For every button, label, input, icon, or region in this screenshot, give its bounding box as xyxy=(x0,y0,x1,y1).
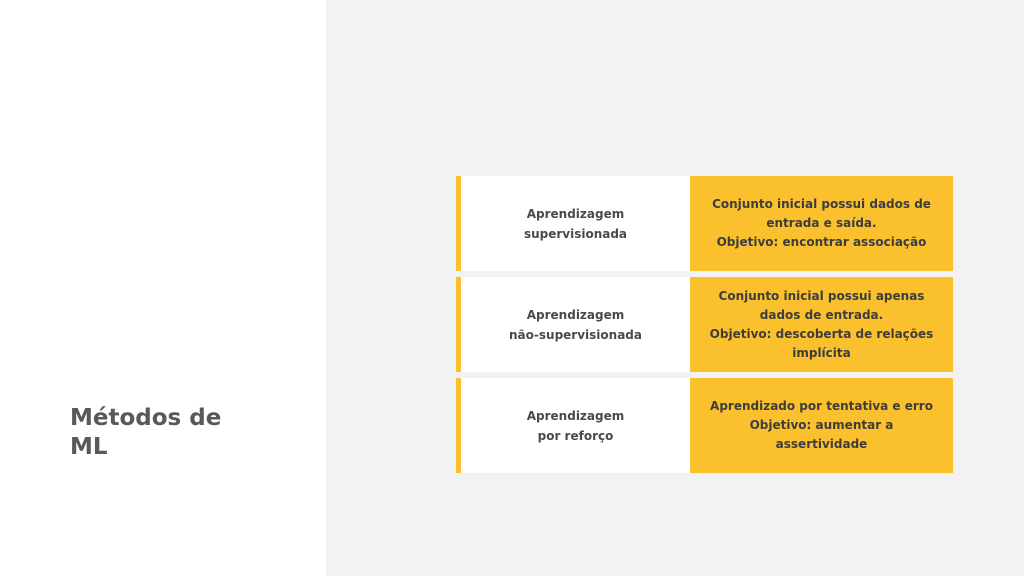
method-label-cell xyxy=(461,176,690,271)
method-description: Conjunto inicial possui apenas dados de entrada. Objetivo: descoberta de relações implícita xyxy=(709,288,934,360)
method-description-cell xyxy=(690,176,953,271)
method-label: Aprendizagem por reforço xyxy=(526,408,625,443)
table-row-supervised xyxy=(456,176,953,271)
method-label-cell xyxy=(461,277,690,372)
table-row-unsupervised xyxy=(456,277,953,372)
method-description-cell xyxy=(690,277,953,372)
method-label: Aprendizagem supervisionada xyxy=(523,206,628,241)
method-description-cell xyxy=(690,378,953,473)
methods-table xyxy=(456,176,953,473)
method-label: Aprendizagem não-supervisionada xyxy=(509,307,642,342)
slide-title: Métodos de ML xyxy=(70,405,222,460)
method-label-cell xyxy=(461,378,690,473)
left-panel xyxy=(0,0,326,576)
method-description: Aprendizado por tentativa e erro Objetivo: aumentar a assertividade xyxy=(710,399,933,451)
method-description: Conjunto inicial possui dados de entrada e saída. Objetivo: encontrar associação xyxy=(712,197,931,249)
table-row-reinforcement xyxy=(456,378,953,473)
